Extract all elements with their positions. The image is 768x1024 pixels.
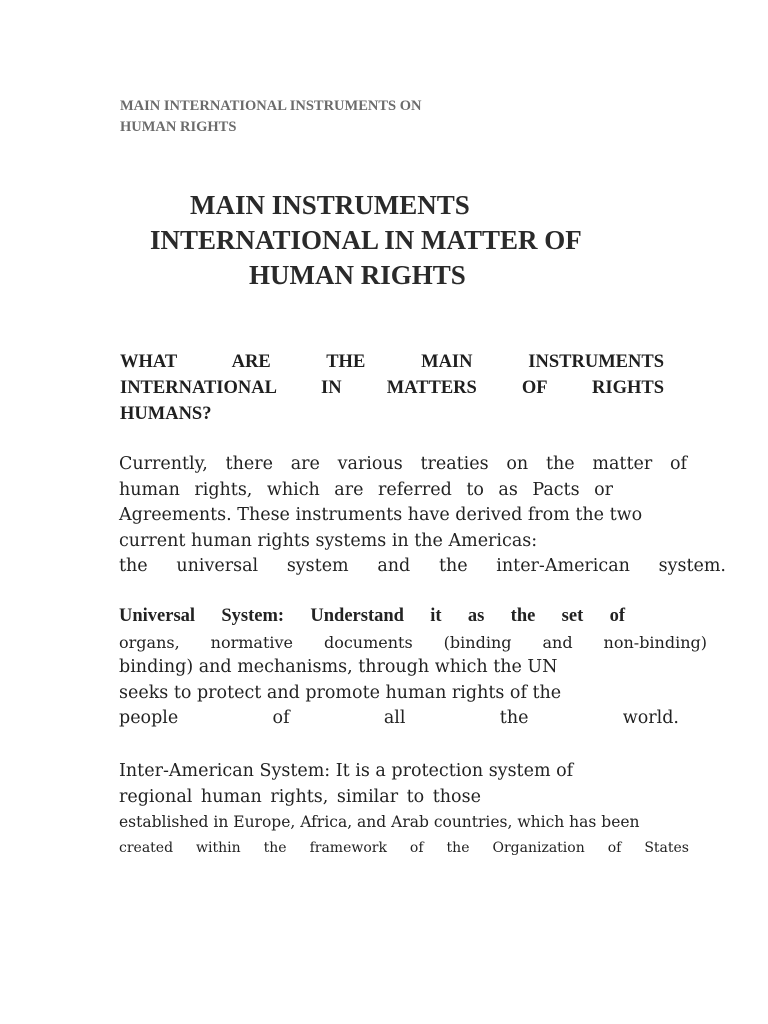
question-line-1: WHAT ARE THE MAIN INSTRUMENTS [120,352,664,372]
paragraph-line: Universal System: Understand it as the set of [119,606,625,626]
paragraph-line: Inter-American System: It is a protection system of [119,761,574,781]
running-header [120,96,540,138]
paragraph-line: people of all the world. [119,708,679,728]
paragraph-line: created within the framework of the Organization of States [119,839,689,856]
paragraph-line: binding) and mechanisms, through which the UN [119,657,558,677]
paragraph-line: current human rights systems in the Americas: [119,530,538,551]
title-line-2: INTERNATIONAL IN MATTER OF [150,225,582,255]
paragraph-line: the universal system and the inter-American system. [119,556,726,576]
header-line-2: HUMAN RIGHTS [120,119,237,135]
paragraph-line: human rights, which are referred to as Pacts or [119,479,613,500]
paragraph-intro [119,452,729,580]
paragraph-inter-american-system [119,759,729,861]
paragraph-line: regional human rights, similar to those [119,786,481,807]
paragraph-line: Currently, there are various treaties on the matter of [119,454,687,474]
title-line-3: HUMAN RIGHTS [249,260,466,290]
section-question-heading [120,349,664,427]
paragraph-line: Agreements. These instruments have derived from the two [119,505,643,525]
paragraph-line: established in Europe, Africa, and Arab countries, which has been [119,813,640,831]
paragraph-line: seeks to protect and promote human rights of the [119,682,562,703]
paragraph-line: organs, normative documents (binding and non-binding) [119,632,707,652]
title-line-1: MAIN INSTRUMENTS [190,190,470,220]
paragraph-universal-system [119,604,729,732]
question-line-3: HUMANS? [120,404,212,424]
header-line-1: MAIN INTERNATIONAL INSTRUMENTS ON [120,98,422,114]
question-line-2: INTERNATIONAL IN MATTERS OF RIGHTS [120,378,664,398]
